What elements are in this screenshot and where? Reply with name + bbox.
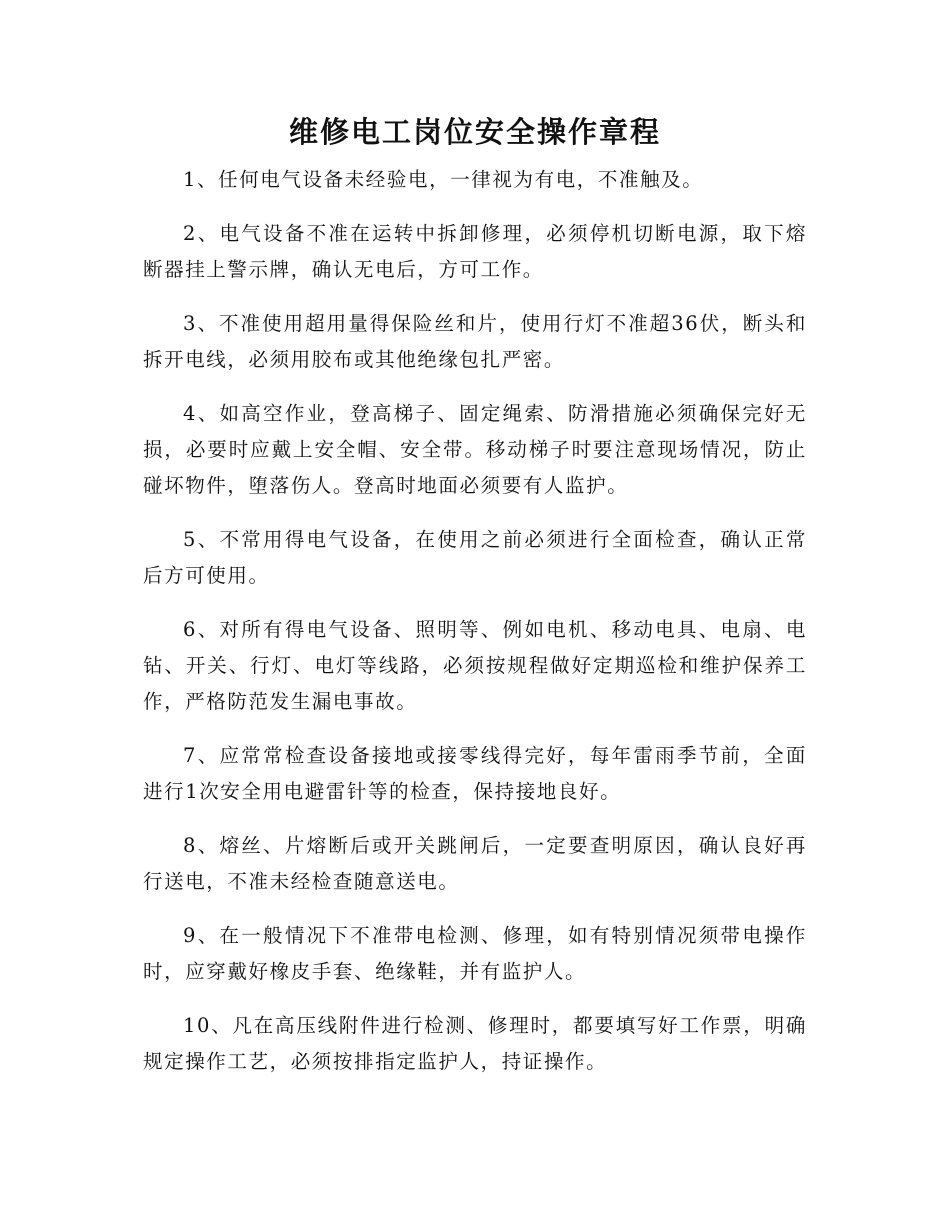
clause-6: 6、对所有得电气设备、照明等、例如电机、移动电具、电扇、电钻、开关、行灯、电灯等线路，必须按规程做好定期巡检和维护保养工作，严格防范发生漏电事故。: [143, 618, 807, 713]
clause-4: 4、如高空作业，登高梯子、固定绳索、防滑措施必须确保完好无损，必要时应戴上安全帽、安全带。移动梯子时要注意现场情况，防止碰坏物件，堕落伤人。登高时地面必须要有人监护。: [143, 402, 807, 497]
clause-9: 9、在一般情况下不准带电检测、修理，如有特别情况须带电操作时，应穿戴好橡皮手套、绝缘鞋，并有监护人。: [143, 924, 807, 983]
clause-1: 1、任何电气设备未经验电，一律视为有电，不准触及。: [183, 168, 704, 191]
clause-7: 7、应常常检查设备接地或接零线得完好，每年雷雨季节前，全面进行1次安全用电避雷针等的检查，保持接地良好。: [143, 744, 807, 803]
clause-5: 5、不常用得电气设备，在使用之前必须进行全面检查，确认正常后方可使用。: [143, 528, 807, 587]
clause-2: 2、电气设备不准在运转中拆卸修理，必须停机切断电源，取下熔断器挂上警示牌，确认无电后，方可工作。: [143, 222, 807, 281]
clause-10: 10、凡在高压线附件进行检测、修理时，都要填写好工作票，明确规定操作工艺，必须按排指定监护人，持证操作。: [143, 1014, 807, 1073]
clause-8: 8、熔丝、片熔断后或开关跳闸后，一定要查明原因，确认良好再行送电，不准未经检查随意送电。: [143, 834, 807, 893]
document-title: 维修电工岗位安全操作章程: [288, 115, 661, 149]
clause-3: 3、不准使用超用量得保险丝和片，使用行灯不准超36伏，断头和拆开电线，必须用胶布或其他绝缘包扎严密。: [143, 312, 807, 371]
